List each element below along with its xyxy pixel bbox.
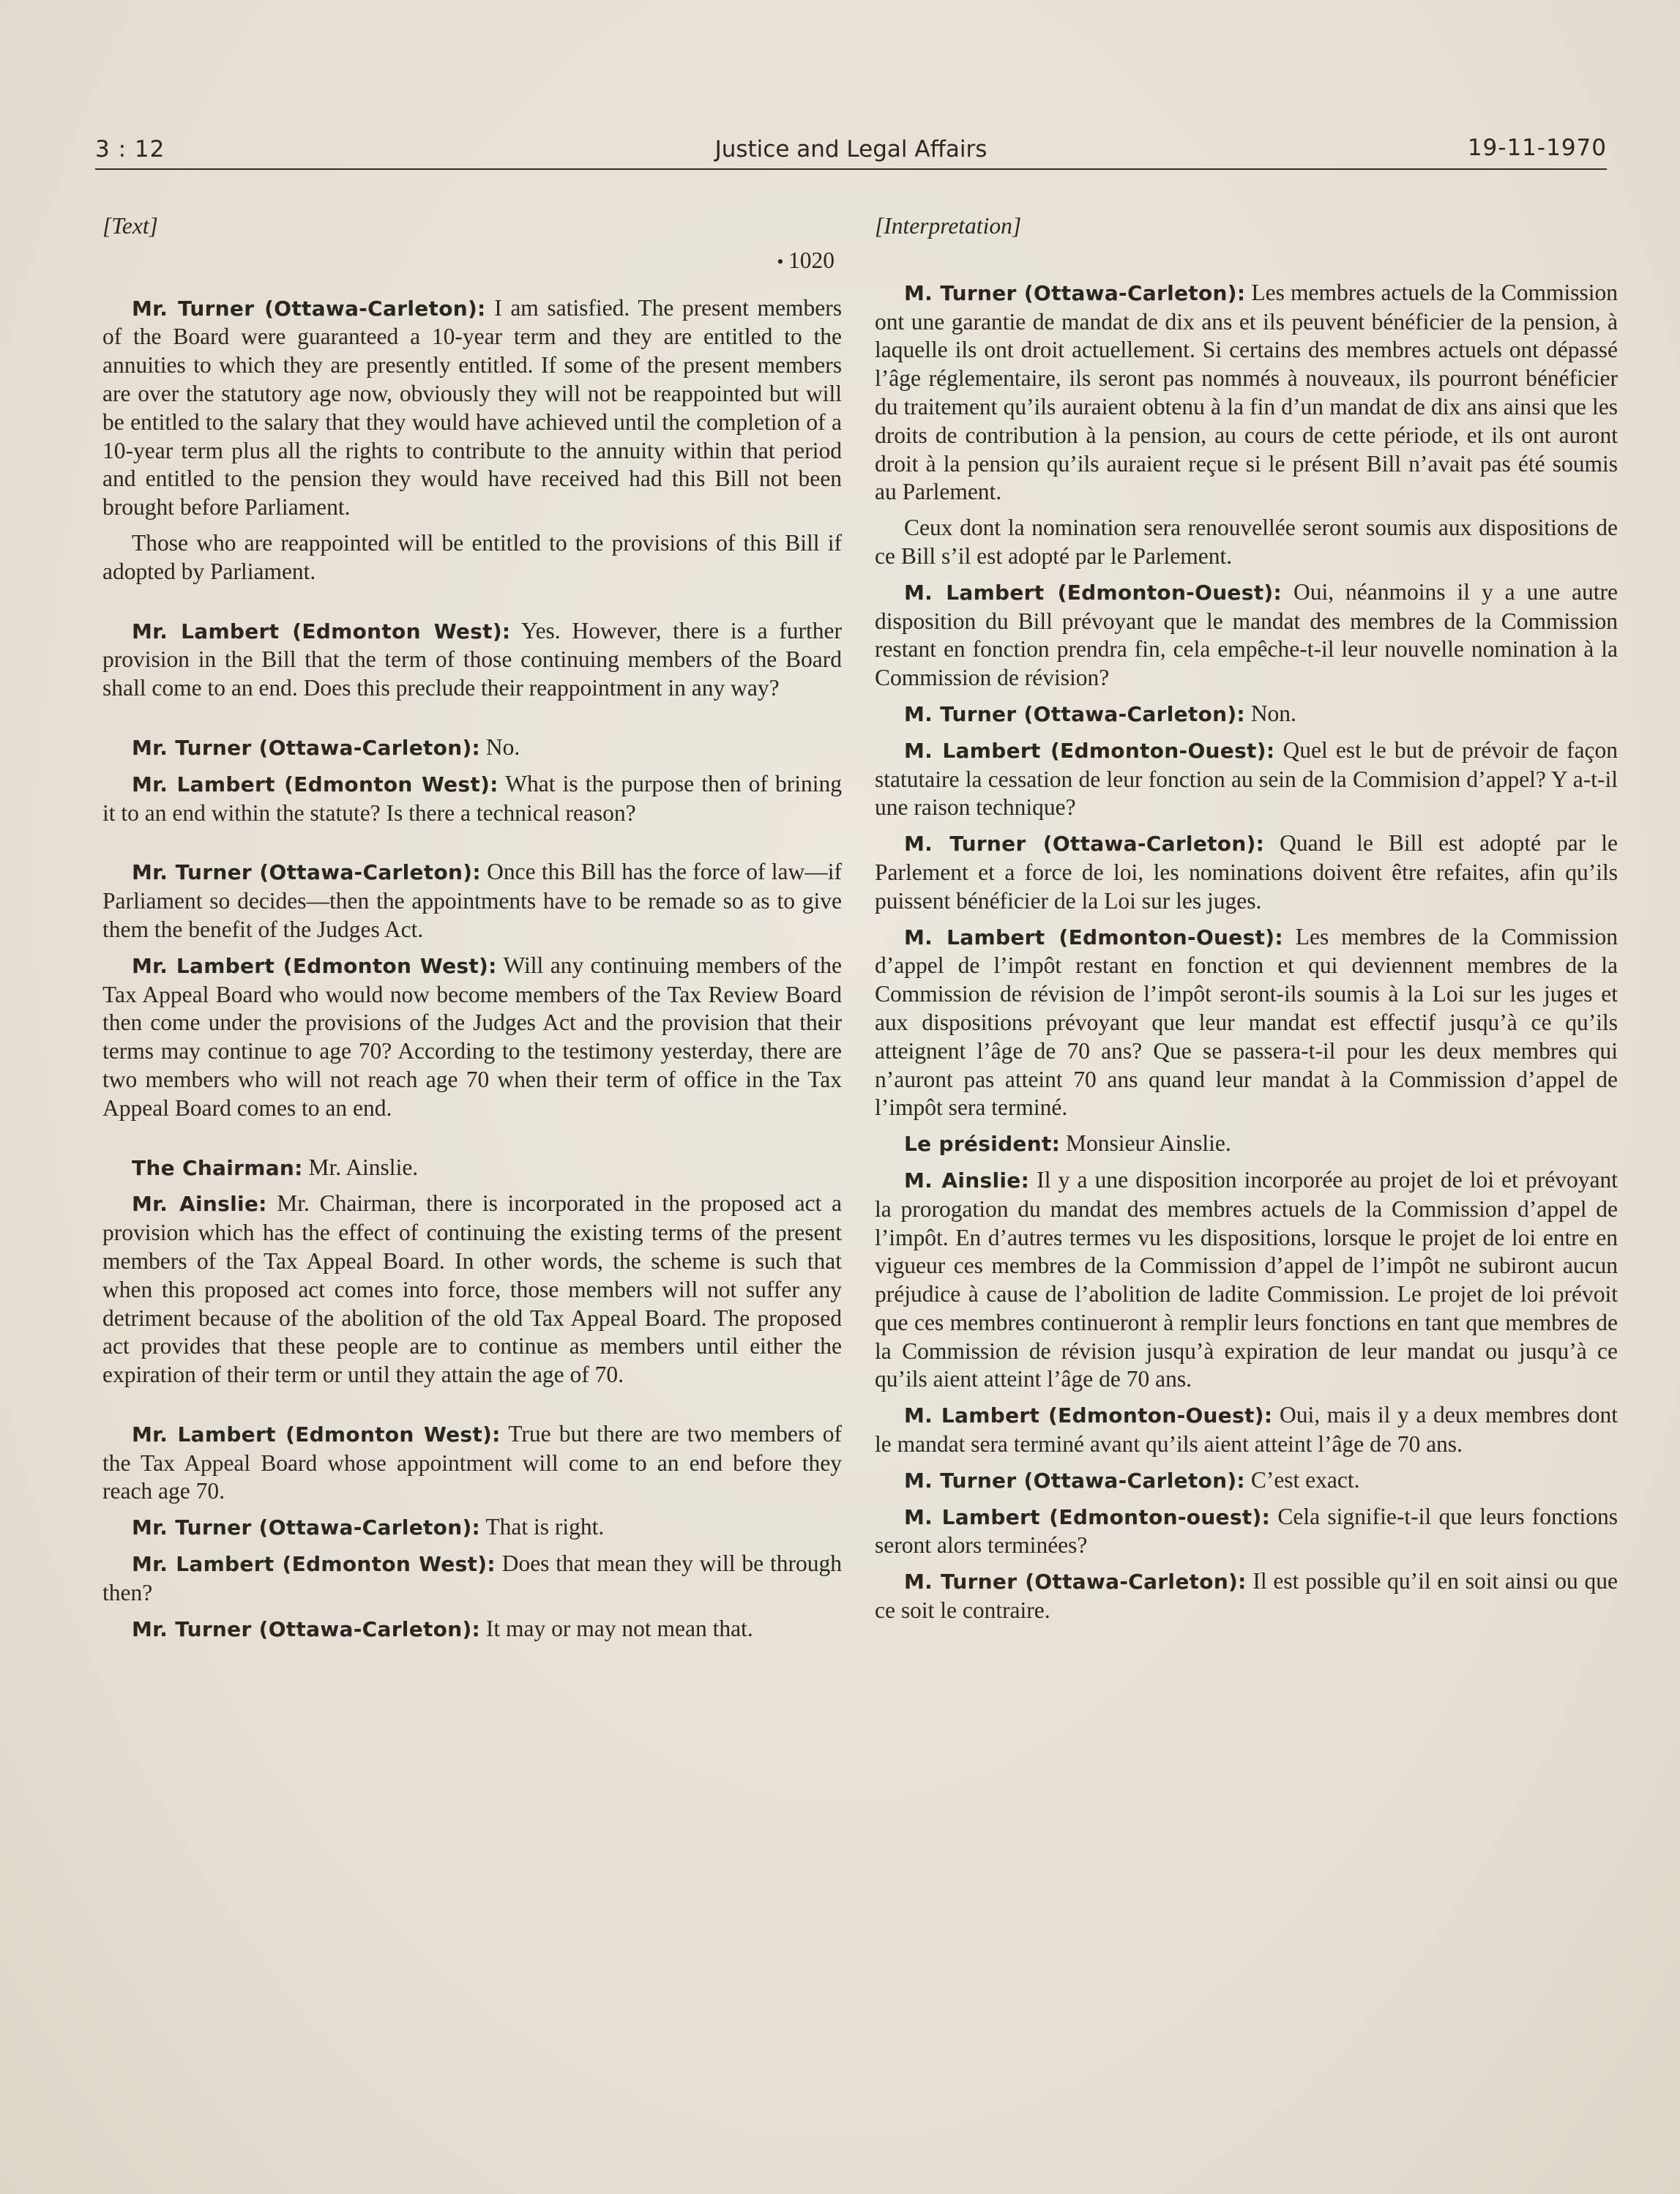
speech-text: True but there are two members of the Tax Appeal Board whose appointment will come to an end before they reach age 70. xyxy=(102,1420,842,1504)
speaker-name: M. Lambert (Edmonton-Ouest): xyxy=(904,580,1282,605)
speech-text: Quand le Bill est adopté par le Parlement et a force de loi, les nominations doivent être refaites, afin qu’ils puissent bénéficier de la Loi sur les juges. xyxy=(875,830,1618,914)
paragraph xyxy=(875,578,1618,693)
speech-text: Non. xyxy=(1244,700,1296,726)
paragraph xyxy=(875,700,1618,729)
paragraph xyxy=(102,858,842,944)
speaker-name: M. Turner (Ottawa-Carleton): xyxy=(904,1570,1247,1594)
paragraph xyxy=(102,1615,842,1644)
paragraph xyxy=(102,734,842,763)
paragraph xyxy=(102,1190,842,1389)
speech-text: Does that mean they will be through then? xyxy=(102,1551,842,1605)
timestamp: • 1020 xyxy=(102,247,842,277)
paragraph xyxy=(875,1503,1618,1561)
speech-text: Oui, néanmoins il y a une autre disposition du Bill prévoyant que le mandat des membres de la Commission restant en fonction prendra fin, cela empêche-t-il leur nouvelle nomination à la Commission de révision? xyxy=(875,578,1618,691)
paragraph xyxy=(102,952,842,1123)
speaker-name: M. Lambert (Edmonton-ouest): xyxy=(904,1504,1271,1529)
speaker-name: Mr. Turner (Ottawa-Carleton): xyxy=(132,860,481,885)
speaker-name: M. Turner (Ottawa-Carleton): xyxy=(904,832,1265,857)
speaker-name: Mr. Lambert (Edmonton West): xyxy=(132,953,497,978)
speaker-name: The Chairman: xyxy=(132,1155,303,1180)
paragraph xyxy=(875,923,1618,1123)
speaker-name: M. Lambert (Edmonton-Ouest): xyxy=(904,738,1275,763)
paragraph xyxy=(875,514,1618,571)
speech-text: Monsieur Ainslie. xyxy=(1060,1130,1231,1157)
speech-text: Les membres de la Commission d’appel de l’impôt restant en fonction et qui deviennent membres de la Commission de révision de l’impôt seront-ils soumis à la Loi sur les juges et aux dispositions prévoyant que leur mandat est effectif jusqu’à ce qu’ils atteignent l’âge de 70 ans? Que se passera-t-il pour les deux membres qui n’auront pas atteint 70 ans quand leur mandat à la Commission d’appel de l’impôt sera terminé. xyxy=(875,923,1619,1121)
speaker-name: M. Turner (Ottawa-Carleton): xyxy=(904,1468,1245,1493)
speaker-name: Mr. Lambert (Edmonton West): xyxy=(132,1552,496,1577)
speech-text: Il est possible qu’il en soit ainsi ou que ce soit le contraire. xyxy=(875,1568,1618,1624)
page-number: 3 : 12 xyxy=(95,136,165,163)
paragraph xyxy=(875,736,1618,822)
page-header xyxy=(95,124,1607,170)
paragraph xyxy=(102,294,842,522)
speech-text: What is the purpose then of brining it to an end within the statute? Is there a technical reason? xyxy=(102,770,842,826)
speaker-name: Mr. Turner (Ottawa-Carleton): xyxy=(132,735,481,760)
page-title: Justice and Legal Affairs xyxy=(714,136,988,163)
paragraph xyxy=(875,279,1618,507)
paragraph xyxy=(875,1130,1618,1159)
paragraph xyxy=(875,829,1618,915)
french-column xyxy=(875,212,1618,1633)
paragraph xyxy=(875,1166,1618,1394)
speaker-name: M. Lambert (Edmonton-Ouest): xyxy=(904,925,1283,949)
speech-text: Those who are reappointed will be entitled to the provisions of this Bill if adopted by Parliament. xyxy=(102,529,842,584)
speech-text: C’est exact. xyxy=(1244,1466,1360,1493)
paragraph xyxy=(102,529,842,586)
paragraph xyxy=(102,770,842,828)
speech-text: Will any continuing members of the Tax Appeal Board who would now become members of the Tax Review Board then come under the provisions of the Judges Act and the provision that their terms may continue to age 70? According to the testimony yesterday, there are two members who will not reach age 70 when their term of office in the Tax Appeal Board comes to an end. xyxy=(102,952,842,1121)
speaker-name: Mr. Turner (Ottawa-Carleton): xyxy=(132,1515,481,1540)
speech-text: Once this Bill has the force of law—if Parliament so decides—then the appointments have to be remade so as to give them the benefit of the Judges Act. xyxy=(102,859,843,942)
speech-text: Mr. Ainslie. xyxy=(302,1154,419,1180)
paragraph xyxy=(102,1154,842,1183)
speech-text: Les membres actuels de la Commission ont une garantie de mandat de dix ans et ils peuvent bénéficier de la pension, à laquelle ils ont droit actuellement. Si certains des membres actuels ont dépassé l’âge réglementaire, ils seront pas nommés à nouveaux, ils pourront bénéficier du traitement qu’ils auraient obtenu à la fin d’un mandat de dix ans ainsi que les droits de contribution à la pension, au cours de cette période, et ils ont auront droit à la pension qu’ils auraient reçue si le présent Bill n’avait pas été soumis au Parlement. xyxy=(875,279,1618,505)
paragraph xyxy=(875,1567,1618,1625)
speech-text: Yes. However, there is a further provision in the Bill that the term of those continuing members of the Board shall come to an end. Does this preclude their reappointment in any way? xyxy=(102,617,842,701)
speaker-name: Le président: xyxy=(904,1132,1061,1157)
speaker-name: Mr. Lambert (Edmonton West): xyxy=(132,619,511,643)
speech-text: That is right. xyxy=(480,1514,605,1540)
speech-text: It may or may not mean that. xyxy=(480,1615,753,1641)
paragraph xyxy=(102,1420,842,1506)
speech-text: I am satisfied. The present members of the Board were guaranteed a 10-year term and they are entitled to the annuities to which they are presently entitled. If some of the present members are over the statutory age now, obviously they will not be reappointed but will be entitled to the salary that they would have achieved until the completion of a 10-year term plus all the rights to contribute to the annuity within that period and entitled to the pension they would have received had this Bill not been brought before Parliament. xyxy=(102,294,842,520)
english-column xyxy=(102,212,842,1651)
paragraph xyxy=(102,617,842,703)
page-date: 19-11-1970 xyxy=(1467,135,1607,161)
paragraph xyxy=(875,1466,1618,1496)
speaker-name: Mr. Turner (Ottawa-Carleton): xyxy=(132,1616,481,1641)
text-tag: [Text] xyxy=(102,213,158,239)
interpretation-tag: [Interpretation] xyxy=(875,213,1022,239)
speaker-name: M. Lambert (Edmonton-Ouest): xyxy=(904,1403,1273,1428)
speech-text: Il y a une disposition incorporée au projet de loi et prévoyant la prorogation du mandat des membres actuels de la Commission d’appel de l’impôt. En d’autres termes vu les dispositions, lorsque le projet de loi entre en vigueur ces membres de la Commission d’appel de l’impôt ne subiront aucun préjudice à cause de l’abolition de ladite Commission. Le projet de loi prévoit que ces membres continueront à remplir leurs fonctions en tant que membres de la Commission de révision jusqu’à expiration de leur mandat ou jusqu’à ce qu’ils aient atteint l’âge de 70 ans. xyxy=(875,1166,1618,1392)
speech-text: No. xyxy=(480,734,520,760)
speaker-name: Mr. Lambert (Edmonton West): xyxy=(132,1422,501,1447)
speaker-name: Mr. Lambert (Edmonton West): xyxy=(132,772,499,796)
speech-text: Ceux dont la nomination sera renouvellée seront soumis aux dispositions de ce Bill s’il est adopté par le Parlement. xyxy=(875,515,1618,569)
speech-text: Cela signifie-t-il que leurs fonctions seront alors terminées? xyxy=(875,1503,1619,1559)
speaker-name: M. Turner (Ottawa-Carleton): xyxy=(904,701,1245,726)
speech-text: Mr. Chairman, there is incorporated in the proposed act a provision which has the effect of continuing the existing terms of the present members of the Tax Appeal Board. In other words, the scheme is such that when this proposed act comes into force, those members will not suffer any detriment because of the abolition of the old Tax Appeal Board. The proposed act provides that these people are to continue as members until either the expiration of their term or until they attain the age of 70. xyxy=(102,1190,842,1388)
paragraph xyxy=(102,1513,842,1542)
speaker-name: M. Turner (Ottawa-Carleton): xyxy=(904,280,1246,305)
speech-text: Oui, mais il y a deux membres dont le mandat sera terminé avant qu’ils aient atteint l’âge de 70 ans. xyxy=(875,1402,1618,1458)
paragraph xyxy=(875,1401,1618,1459)
paragraph xyxy=(102,1550,842,1608)
speaker-name: M. Ainslie: xyxy=(904,1168,1030,1193)
speech-text: Quel est le but de prévoir de façon statutaire la cessation de leur fonction au sein de la Commision d’appel? Y a-t-il une raison technique? xyxy=(875,736,1618,821)
speaker-name: Mr. Turner (Ottawa-Carleton): xyxy=(132,296,486,321)
speaker-name: Mr. Ainslie: xyxy=(132,1192,267,1217)
